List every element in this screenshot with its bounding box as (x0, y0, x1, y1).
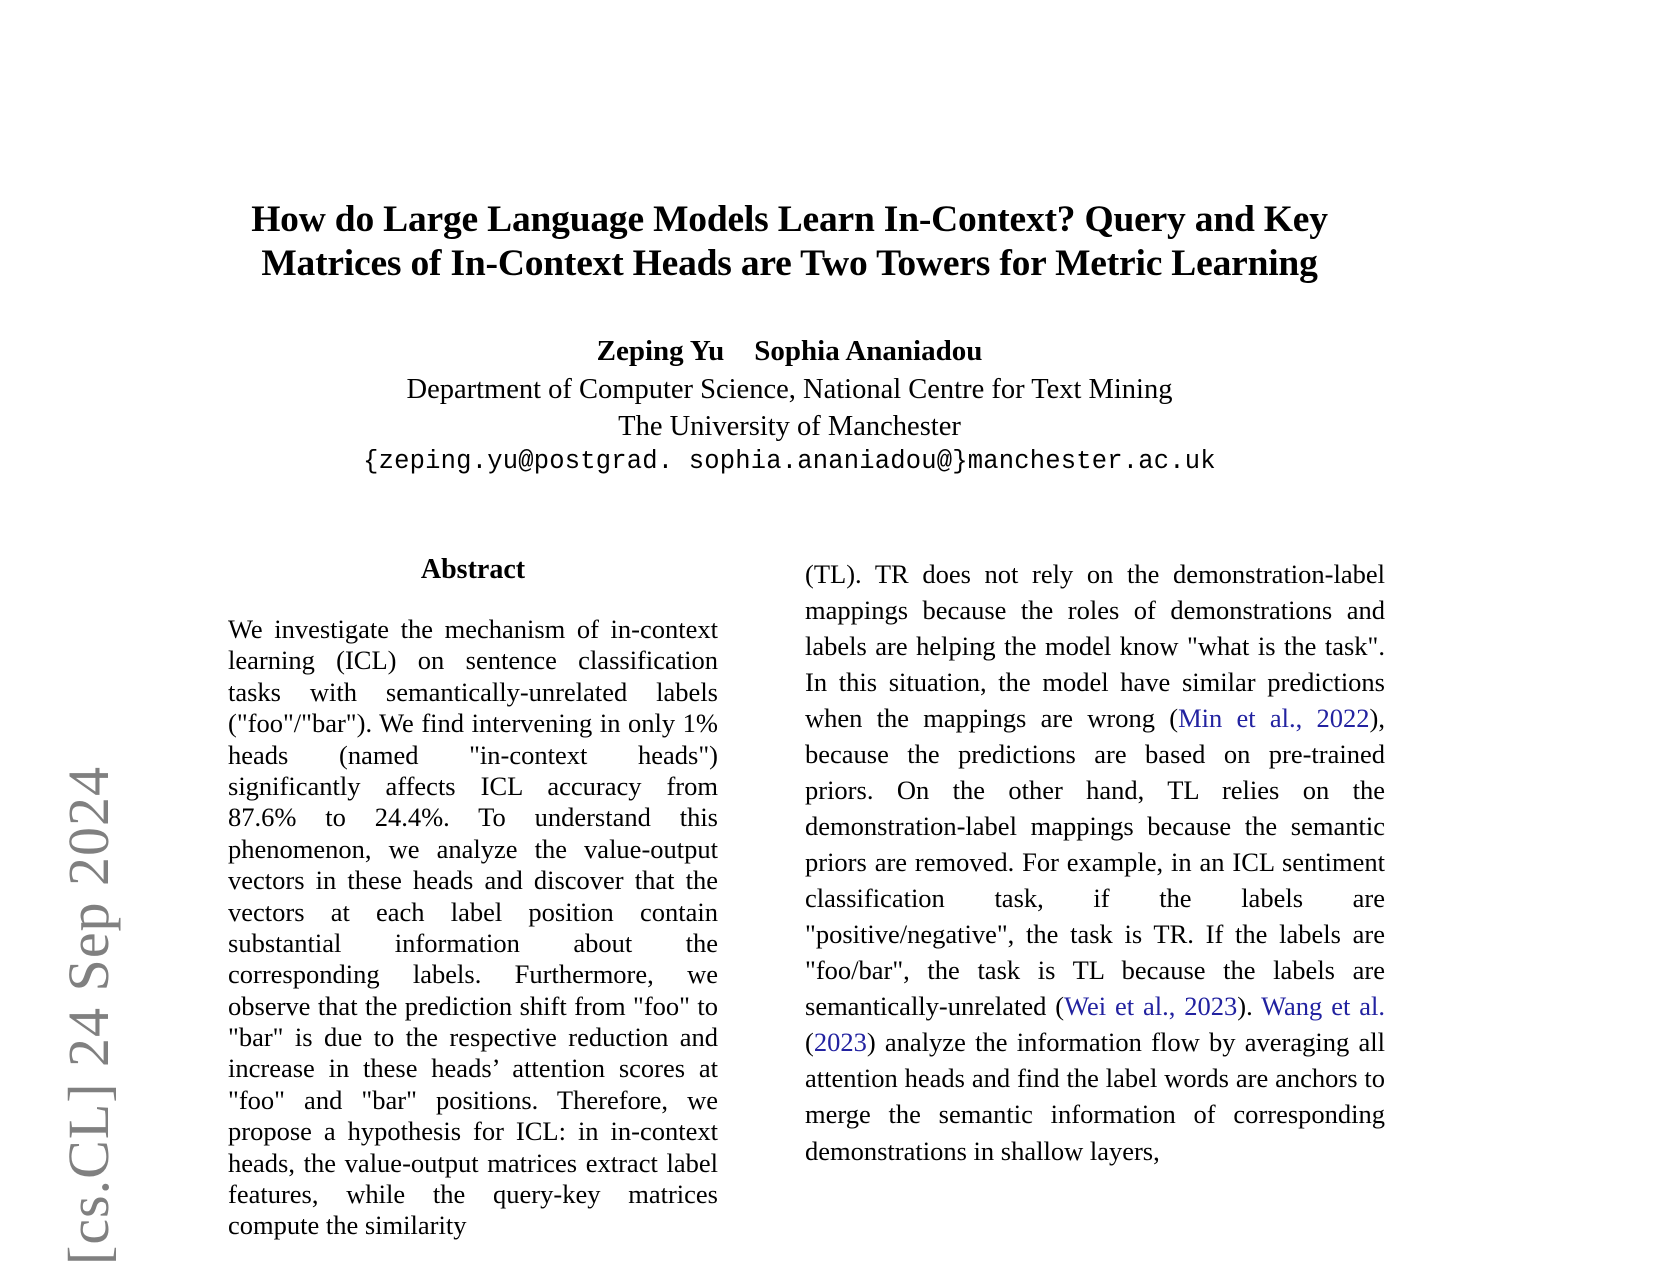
citation-link[interactable]: Wei et al., 2023 (1064, 991, 1238, 1022)
body-text-run: ). (1237, 991, 1262, 1022)
body-text-run: ( (805, 1027, 814, 1058)
author-name-primary: Zeping Yu (596, 335, 725, 367)
intro-paragraph (805, 556, 1385, 1169)
abstract-heading: Abstract (420, 554, 526, 585)
affiliation-block (227, 372, 1352, 446)
citation-link[interactable]: Min et al., 2022 (1178, 703, 1370, 734)
citation-link[interactable]: 2023 (813, 1027, 867, 1058)
author-list (227, 333, 1352, 369)
author-name-secondary: Sophia Ananiadou (754, 335, 983, 367)
affiliation-department: Department of Computer Science, National Centre for Text Mining (406, 374, 1173, 405)
page-title: How do Large Language Models Learn In-Context? Query and Key Matrices of In-Context Heads are Two Towers for Metric Learning (251, 199, 1328, 284)
body-text-run: ), because the predictions are based on pre-trained priors. On the other hand, TL relies on the demonstration-label mappings because the semantic priors are removed. For example, in an ICL sentiment classification task, if the labels are "positive/negative", the task is TR. If the labels are "foo/bar", the task is TL because the labels are semantically-unrelated ( (805, 703, 1385, 1022)
two-column-body (0, 556, 1654, 1256)
affiliation-university: The University of Manchester (618, 410, 961, 442)
author-emails: {zeping.yu@postgrad. sophia.ananiadou@}manchester.ac.uk (363, 447, 1216, 476)
intro-column (805, 556, 1385, 1169)
citation-link[interactable]: Wang et al. (1261, 991, 1385, 1022)
abstract-text: We investigate the mechanism of in-context learning (ICL) on sentence classification tasks with semantically-unrelated labels ("foo"/"bar"). We find intervening in only 1% heads (named "in-context heads") significantly affects ICL accuracy from 87.6% to 24.4%. To understand this phenomenon, we analyze the value-output vectors in these heads and discover that the vectors at each label position contain substantial information about the corresponding labels. Furthermore, we observe that the prediction shift from "foo" to "bar" is due to the respective reduction and increase in these heads’ attention scores at "foo" and "bar" positions. Therefore, we propose a hypothesis for ICL: in in-context heads, the value-output matrices extract label features, while the query-key matrices compute the similarity (228, 614, 718, 1241)
title-block (227, 198, 1352, 286)
body-text-run: ) analyze the information flow by averaging all attention heads and find the label words are anchors to merge the semantic information of corresponding demonstrations in shallow layers, (805, 1027, 1385, 1166)
arxiv-stamp-text: [cs.CL] 24 Sep 2024 (55, 765, 121, 1265)
abstract-column (228, 556, 718, 1242)
body-text-run: (TL). TR does not rely on the demonstration-label mappings because the roles of demonstrations and labels are helping the model know "what is the task". In this situation, the model have similar predictions when the mappings are wrong ( (805, 559, 1385, 734)
